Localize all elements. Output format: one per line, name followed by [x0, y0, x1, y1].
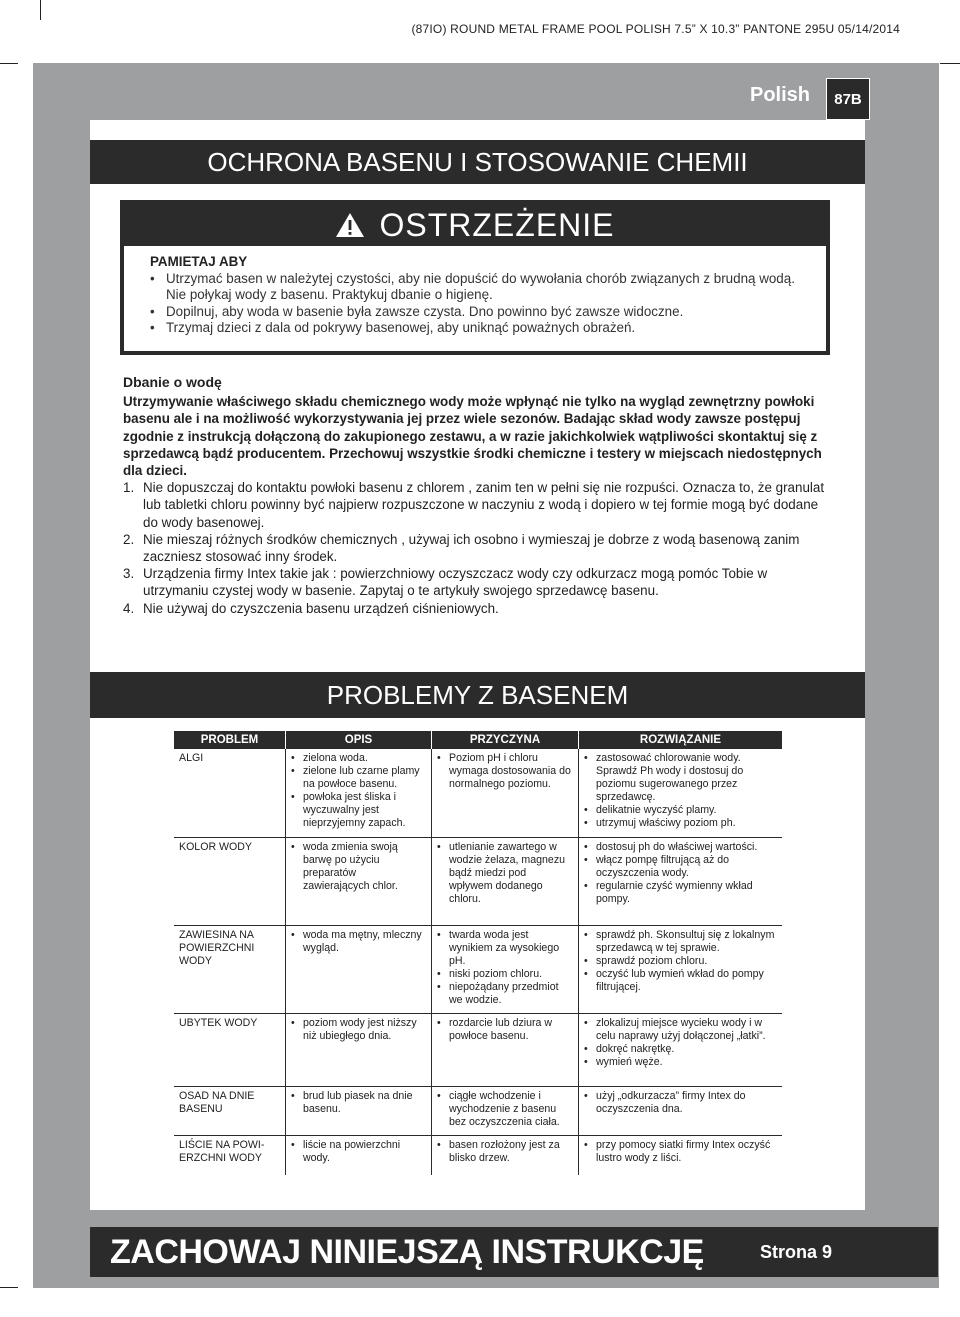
bullet-list [584, 929, 776, 994]
solution-cell [579, 925, 783, 1013]
warning-lead: PAMIETAJ ABY [150, 254, 248, 269]
bullet-list [437, 1139, 572, 1165]
step-number: 4. [123, 600, 135, 616]
bullet-item: • Poziom pH i chloru wymaga dostosowania do normalnego poziomu. [437, 752, 572, 791]
bullet-item: • przy pomocy siatki firmy Intex oczyść lustro wody z liści. [584, 1139, 776, 1165]
warning-item: • Dopilnuj, aby woda w basenie była zawsze czysta. Dno powinno być zawsze widoczne. [150, 304, 816, 321]
bullet-item: • dokręć nakrętkę. [584, 1043, 776, 1056]
problem-cell: LIŚCIE NA POWI-ERZCHNI WODY [174, 1135, 286, 1175]
cause-cell [432, 749, 579, 837]
bullet-item: • woda ma mętny, mleczny wygląd. [291, 929, 425, 955]
water-care-step [123, 479, 828, 531]
cause-cell [432, 925, 579, 1013]
bullet-item: • regularnie czyść wymienny wkład pompy. [584, 880, 776, 906]
bullet-item: • twarda woda jest wynikiem za wysokiego pH. [437, 929, 572, 968]
problem-cell: KOLOR WODY [174, 837, 286, 925]
solution-cell [579, 1086, 783, 1135]
crop-mark [40, 0, 41, 20]
bullet-item: • poziom wody jest niższy niż ubiegłego dnia. [291, 1017, 425, 1043]
column-header: ROZWIĄZANIE [579, 731, 783, 749]
cause-cell [432, 1013, 579, 1086]
section-title: OCHRONA BASENU I STOSOWANIE CHEMII [90, 140, 865, 184]
step-text: Nie używaj do czyszczenia basenu urządzeń ciśnieniowych. [143, 600, 499, 616]
bullet-list [437, 929, 572, 1007]
crop-mark [940, 63, 960, 64]
water-care-step [123, 565, 828, 599]
bullet-list [584, 1090, 776, 1116]
print-info-header: (87IO) ROUND METAL FRAME POOL POLISH 7.5” X 10.3” PANTONE 295U 05/14/2014 [411, 22, 900, 36]
bullet-item: • użyj „odkurzacza” firmy Intex do oczyszczenia dna. [584, 1090, 776, 1116]
bullet-list [291, 1139, 425, 1165]
bullet-list [584, 1139, 776, 1165]
water-care-title: Dbanie o wodę [123, 374, 222, 390]
description-cell [286, 1013, 432, 1086]
bullet-list [437, 1090, 572, 1129]
description-cell [286, 749, 432, 837]
water-care-intro: Utrzymywanie właściwego składu chemicznego wody może wpłynąć nie tylko na wygląd zewnętrzny powłoki basenu ale i na możliwość wykorzystywania jej przez wiele sezonów. Badając skład wody zawsze postępuj zgodnie z instrukcją dołączoną do zakupionego zestawu, a w razie jakichkolwiek wątpliwości skontaktuj się z sprzedawcą bądź producentem. Przechowuj wszystkie środki chemiczne i testery w miejscach niedostępnych dla dzieci. [123, 394, 822, 479]
bullet-list [584, 841, 776, 906]
solution-cell [579, 1013, 783, 1086]
bullet-list [437, 1017, 572, 1043]
step-number: 3. [123, 566, 135, 582]
bullet-item: • delikatnie wyczyść plamy. [584, 804, 776, 817]
bullet-item: • zastosować chlorowanie wody. Sprawdź Ph wody i dostosuj do poziomu sugerowanego przez sprzedawcę. [584, 752, 776, 804]
page-code-badge: 87B [826, 78, 870, 120]
bullet-item: • utrzymuj właściwy poziom ph. [584, 817, 776, 830]
warning-triangle-icon [335, 212, 365, 238]
table-row [174, 1086, 782, 1135]
bullet-list [437, 752, 572, 791]
step-number: 1. [123, 480, 135, 496]
bullet-item: • woda zmienia swoją barwę po użyciu preparatów zawierających chlor. [291, 841, 425, 893]
warning-list [150, 271, 816, 337]
warning-item: • Utrzymać basen w należytej czystości, aby nie dopuścić do wywołania chorób związanych z brudną wodą. Nie połykaj wody z basenu. Praktykuj dbanie o higienę. [150, 271, 816, 304]
bullet-list [437, 841, 572, 906]
cause-cell [432, 1086, 579, 1135]
column-header: OPIS [286, 731, 432, 749]
table-row [174, 925, 782, 1013]
bullet-item: • sprawdź poziom chloru. [584, 955, 776, 968]
bullet-item: • zlokalizuj miejsce wycieku wody i w celu naprawy użyj dołączonej „łatki”. [584, 1017, 776, 1043]
bullet-item: • zielone lub czarne plamy na powłoce basenu. [291, 765, 425, 791]
bullet-item: • niepożądany przedmiot we wodzie. [437, 981, 572, 1007]
warning-body [150, 254, 816, 337]
description-cell [286, 1086, 432, 1135]
problem-cell: ZAWIESINA NA POWIERZCHNI WODY [174, 925, 286, 1013]
bullet-item: • wymień węże. [584, 1056, 776, 1069]
step-number: 2. [123, 531, 135, 547]
bullet-list [584, 1017, 776, 1069]
bullet-list [291, 841, 425, 893]
problem-cell: ALGI [174, 749, 286, 837]
table-row [174, 1135, 782, 1175]
bullet-list [584, 752, 776, 830]
table-row [174, 837, 782, 925]
table-body [174, 749, 782, 1175]
troubleshooting-table [174, 731, 782, 1175]
problem-cell: OSAD NA DNIE BASENU [174, 1086, 286, 1135]
bullet-item: • sprawdź ph. Skonsultuj się z lokalnym sprzedawcą w tej sprawie. [584, 929, 776, 955]
bullet-item: • utlenianie zawartego w wodzie żelaza, magnezu bądź miedzi pod wpływem dodanego chloru. [437, 841, 572, 906]
step-text: Nie mieszaj różnych środków chemicznych , używaj ich osobno i wymieszaj je dobrze z wodą basenową zanim zaczniesz stosować inny środek. [143, 531, 800, 565]
table-header-row [174, 731, 782, 749]
cause-cell [432, 1135, 579, 1175]
bullet-item: • dostosuj ph do właściwej wartości. [584, 841, 776, 854]
language-label: Polish [750, 84, 811, 106]
column-header: PRZYCZYNA [432, 731, 579, 749]
bullet-item: • basen rozłożony jest za blisko drzew. [437, 1139, 572, 1165]
bullet-item: • ciągłe wchodzenie i wychodzenie z basenu bez oczyszczenia ciała. [437, 1090, 572, 1129]
bullet-item: • brud lub piasek na dnie basenu. [291, 1090, 425, 1116]
bullet-item: • rozdarcie lub dziura w powłoce basenu. [437, 1017, 572, 1043]
solution-cell [579, 749, 783, 837]
problem-cell: UBYTEK WODY [174, 1013, 286, 1086]
description-cell [286, 1135, 432, 1175]
page-number: Strona 9 [760, 1241, 833, 1262]
water-care-step [123, 531, 828, 565]
bullet-item: • niski poziom chloru. [437, 968, 572, 981]
water-care-step [123, 600, 828, 617]
table-row [174, 1013, 782, 1086]
warning-box [120, 200, 830, 355]
crop-mark [0, 63, 18, 64]
description-cell [286, 925, 432, 1013]
warning-header [124, 204, 826, 246]
solution-cell [579, 1135, 783, 1175]
water-care-section [123, 374, 828, 617]
problems-section-title: PROBLEMY Z BASENEM [90, 672, 865, 718]
bullet-list [291, 1090, 425, 1116]
bullet-item: • liście na powierzchni wody. [291, 1139, 425, 1165]
crop-mark [0, 1287, 18, 1288]
bullet-item: • powłoka jest śliska i wyczuwalny jest nieprzyjemny zapach. [291, 791, 425, 830]
table-row [174, 749, 782, 837]
column-header: PROBLEM [174, 731, 286, 749]
solution-cell [579, 837, 783, 925]
bullet-list [291, 1017, 425, 1043]
warning-item: • Trzymaj dzieci z dala od pokrywy basenowej, aby uniknąć poważnych obrażeń. [150, 320, 816, 337]
bullet-item: • włącz pompę filtrującą aż do oczyszczenia wody. [584, 854, 776, 880]
step-text: Urządzenia firmy Intex takie jak : powierzchniowy oczyszczacz wody czy odkurzacz mogą pomóc Tobie w utrzymaniu czystej wody w basenie. Zapytaj o te artykuły swojego sprzedawcę basenu. [143, 566, 768, 599]
bullet-item: • zielona woda. [291, 752, 425, 765]
bullet-item: • oczyść lub wymień wkład do pompy filtrującej. [584, 968, 776, 994]
water-care-steps [123, 479, 828, 617]
footer-title: ZACHOWAJ NINIEJSZĄ INSTRUKCJĘ [110, 1232, 704, 1271]
bullet-list [291, 929, 425, 955]
step-text: Nie dopuszczaj do kontaktu powłoki basenu z chlorem , zanim ten w pełni się nie rozpuści. Oznacza to, że granulat lub tabletki chloru powinny być najpierw rozpuszczone w naczyniu z wodą i dopiero w tej formie mogą być dodane do wody basenowej. [143, 480, 825, 530]
warning-title: OSTRZEŻENIE [379, 206, 615, 243]
cause-cell [432, 837, 579, 925]
description-cell [286, 837, 432, 925]
bullet-list [291, 752, 425, 830]
